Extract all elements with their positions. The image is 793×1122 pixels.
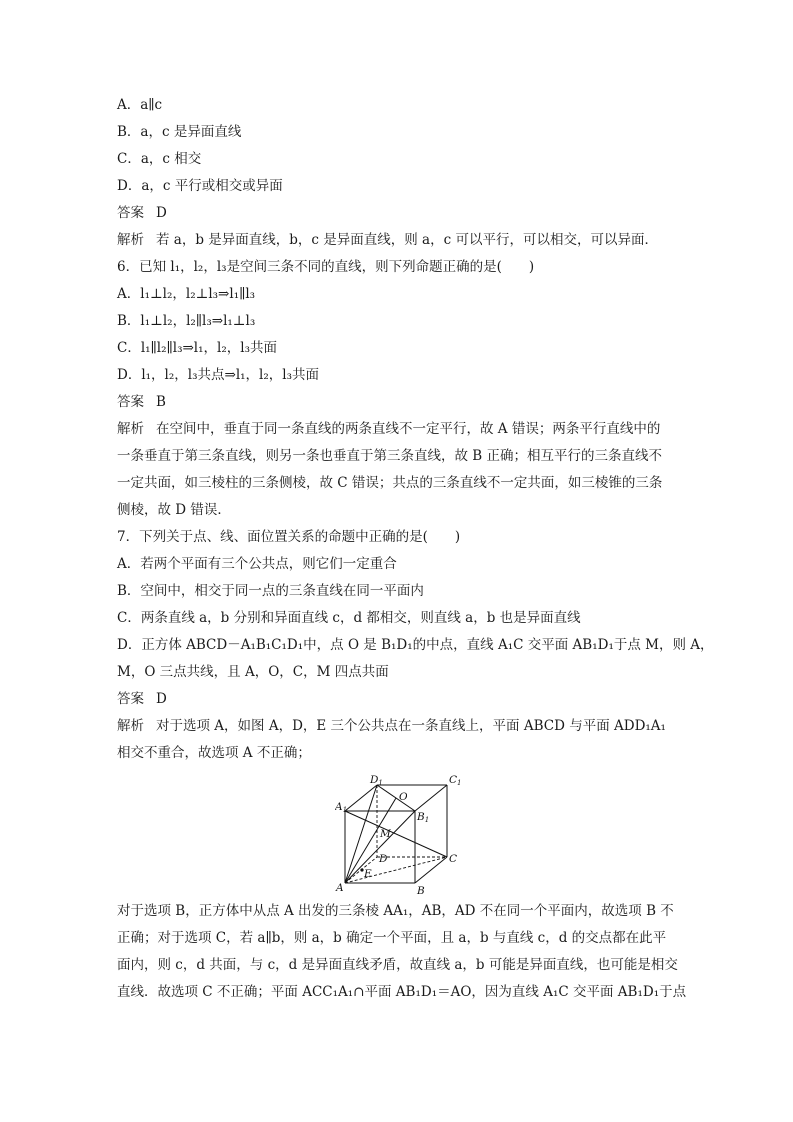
q7-option-b: B．空间中，相交于同一点的三条直线在同一平面内 xyxy=(117,583,424,599)
q6-analysis-line-2: 一条垂直于第三条直线，则另一条也垂直于第三条直线，故 B 正确；相互平行的三条直线不 xyxy=(117,448,663,464)
analysis-label: 解析 xyxy=(117,232,144,248)
diag-ab1 xyxy=(345,811,415,883)
q6-options xyxy=(117,281,679,389)
label-d: D xyxy=(379,853,388,865)
q6-option-c: C．l₁∥l₂∥l₃⇒l₁，l₂，l₃共面 xyxy=(117,340,277,356)
label-a: A xyxy=(336,882,344,894)
q5-options xyxy=(117,92,679,200)
q7-option-c: C．两条直线 a，b 分别和异面直线 c，d 都相交，则直线 a，b 也是异面直线 xyxy=(117,610,581,626)
q5-analysis xyxy=(117,227,679,254)
edge-b1c1 xyxy=(415,785,447,811)
q7-answer xyxy=(117,686,679,713)
q7-continuation-line-4: 直线．故选项 C 不正确；平面 ACC₁A₁∩平面 AB₁D₁＝AO，因为直线 A₁C 交平面 AB₁D₁于点 xyxy=(117,984,687,1000)
q7-analysis-line-1 xyxy=(117,713,679,740)
answer-value: B xyxy=(156,394,166,410)
answer-value: D xyxy=(156,691,167,707)
analysis-text: 若 a，b 是异面直线，b，c 是异面直线，则 a，c 可以平行，可以相交，可以异面． xyxy=(156,232,658,248)
q7-continuation-line-3: 面内，则 c，d 共面，与 c，d 是异面直线矛盾，故直线 a，b 可能是异面直线，也可能是相交 xyxy=(117,957,678,973)
label-e: E xyxy=(364,868,372,880)
q7-continuation-line-2: 正确；对于选项 C，若 a∥b，则 a，b 确定一个平面，且 a，b 与直线 c，d 的交点都在此平 xyxy=(117,930,667,946)
label-c: C xyxy=(449,853,458,865)
analysis-text: 在空间中，垂直于同一条直线的两条直线不一定平行，故 A 错误；两条平行直线中的 xyxy=(156,421,661,437)
answer-label: 答案 xyxy=(117,205,144,221)
label-o: O xyxy=(399,791,408,803)
q6-stem: 6．已知 l₁，l₂，l₃是空间三条不同的直线，则下列命题正确的是( ) xyxy=(117,259,535,275)
answer-value: D xyxy=(156,205,167,221)
q7-options xyxy=(117,551,714,686)
q5-option-c: C．a，c 相交 xyxy=(117,151,202,167)
analysis-label: 解析 xyxy=(117,421,144,437)
q6-option-b: B．l₁⊥l₂，l₂∥l₃⇒l₁⊥l₃ xyxy=(117,313,256,329)
label-a1: A1 xyxy=(335,801,348,814)
edge-bc xyxy=(415,857,447,883)
label-b1: B1 xyxy=(417,811,430,824)
q7-continuation-line-1: 对于选项 B，正方体中从点 A 出发的三条棱 AA₁，AB，AD 不在同一个平面内，故选项 B 不 xyxy=(117,903,674,919)
cube-diagram xyxy=(335,774,465,896)
q5-option-b: B．a，c 是异面直线 xyxy=(117,124,242,140)
label-d1: D1 xyxy=(370,774,383,787)
q6-analysis-line-3: 一定共面，如三棱柱的三条侧棱，故 C 错误；共点的三条直线不一定共面，如三棱锥的三条 xyxy=(117,475,663,491)
q5-option-a: A．a∥c xyxy=(117,97,163,113)
document-page xyxy=(117,92,714,1006)
q6-option-d: D．l₁，l₂，l₃共点⇒l₁，l₂，l₃共面 xyxy=(117,367,320,383)
q7-option-d-line-2: M，O 三点共线，且 A，O，C，M 四点共面 xyxy=(117,664,389,680)
q5-answer xyxy=(117,200,679,227)
q7-option-a: A．若两个平面有三个公共点，则它们一定重合 xyxy=(117,556,397,572)
q6-analysis-line-1 xyxy=(117,416,679,443)
line-a1c xyxy=(345,811,447,857)
q7-analysis xyxy=(117,713,679,767)
analysis-label: 解析 xyxy=(117,718,144,734)
q5-option-d: D．a，c 平行或相交或异面 xyxy=(117,178,283,194)
answer-label: 答案 xyxy=(117,394,144,410)
q7-analysis-continued xyxy=(117,898,687,1006)
q7-analysis-line-2: 相交不重合，故选项 A 不正确； xyxy=(117,745,311,761)
q7-stem: 7．下列关于点、线、面位置关系的命题中正确的是( ) xyxy=(117,529,461,545)
analysis-text: 对于选项 A，如图 A，D，E 三个公共点在一条直线上，平面 ABCD 与平面 ADD₁A₁ xyxy=(156,718,666,734)
label-c1: C1 xyxy=(449,774,462,787)
q6-option-a: A．l₁⊥l₂，l₂⊥l₃⇒l₁∥l₃ xyxy=(117,286,256,302)
edge-d1a1 xyxy=(345,785,377,811)
answer-label: 答案 xyxy=(117,691,144,707)
label-m: M xyxy=(380,828,391,840)
q6-analysis xyxy=(117,416,679,524)
q6-analysis-line-4: 侧棱，故 D 错误． xyxy=(117,502,231,518)
label-b: B xyxy=(417,885,425,896)
q7-option-d-line-1: D．正方体 ABCD－A₁B₁C₁D₁中，点 O 是 B₁D₁的中点，直线 A₁C 交平面 AB₁D₁于点 M，则 A， xyxy=(117,637,714,653)
q6-answer xyxy=(117,389,679,416)
diag-ad1 xyxy=(345,785,377,883)
cube-figure xyxy=(117,774,679,896)
